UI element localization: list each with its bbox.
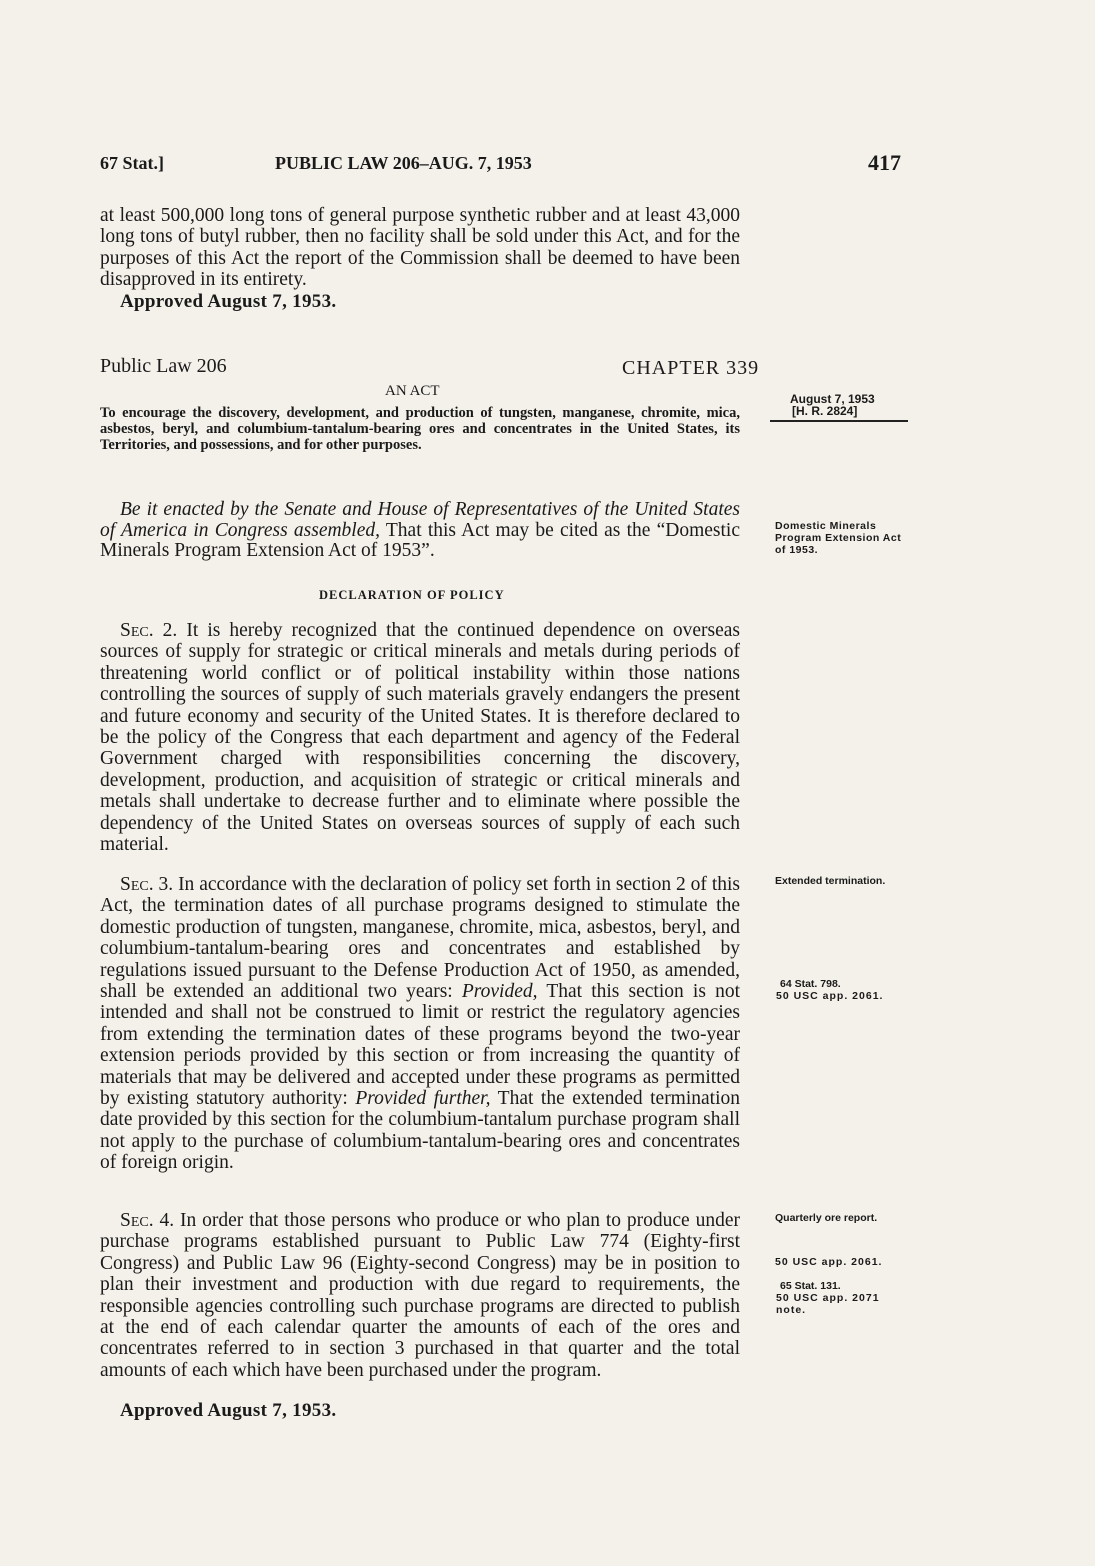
chapter-number: CHAPTER 339 <box>622 357 760 379</box>
margin-rule <box>770 420 908 422</box>
law-approved: Approved August 7, 1953. <box>120 1400 337 1421</box>
prior-approved: Approved August 7, 1953. <box>120 291 337 312</box>
an-act-heading: AN ACT <box>385 383 440 399</box>
sec2-text: It is hereby recognized that the continued dependence on overseas sources of supply for strategic or critical minerals and metals during periods of threatening world conflict or of political instability within those nations controlling the sources of supply of such materials gravely endangers the present and future economy and security of the United States. It is therefore declared to be the policy of the Congress that each department and agency of the Federal Government charged with responsibilities concerning the discovery, development, production, and acquisition of strategic or critical minerals and metals shall undertake to decrease further and to eliminate where possible the dependency of the United States on overseas sources of supply of each such material. <box>100 620 740 856</box>
section-2 <box>100 620 740 855</box>
section-4 <box>100 1210 740 1381</box>
margin-extended-termination: Extended termination. <box>775 875 886 887</box>
margin-short-title: Domestic Minerals Program Extension Act of 1953. <box>775 520 902 556</box>
page-number: 417 <box>868 150 901 175</box>
sec3-provided: Provided, <box>461 981 538 1003</box>
sec3-provided-further: Provided further, <box>355 1088 491 1110</box>
margin-citation-65-stat: 65 Stat. 131. <box>780 1280 841 1292</box>
section-heading: DECLARATION OF POLICY <box>319 588 505 602</box>
margin-citation-64-stat: 64 Stat. 798. <box>780 978 841 990</box>
enacting-clause-text: That this Act may be cited as the “Domestic Minerals Program Extension Act of 1953”. <box>100 519 741 561</box>
sec3-text-b: That this section is not intended and shall not be construed to limit or restrict the regulatory agencies from extending the termination dates of these programs beyond the two-year extension periods provided by this section or from increasing the quantity of materials that may be delivered and accepted under these programs as permitted by existing statutory authority: <box>100 981 740 1110</box>
prior-law-continuation <box>100 205 740 291</box>
margin-date: August 7, 1953 <box>790 392 875 406</box>
margin-citation-2061: 50 USC app. 2061. <box>775 1256 883 1268</box>
margin-citation-2071: 50 USC app. 2071 note. <box>776 1292 880 1316</box>
running-head-title: PUBLIC LAW 206–AUG. 7, 1953 <box>275 153 532 173</box>
sec3-label: Sec. 3. <box>120 874 174 895</box>
sec3-text-a: In accordance with the declaration of policy set forth in section 2 of this Act, the termination dates of all purchase programs designed to stimulate the domestic production of tungsten, manganese, chromite, mica, asbestos, beryl, and columbium-tantalum-bearing ores and concentrates and established by regulations issued pursuant to the Defense Production Act of 1950, as amended, shall be extended an additional two years: <box>100 874 740 1003</box>
sec2-label: Sec. 2. <box>120 620 178 641</box>
sec4-label: Sec. 4. <box>120 1210 175 1231</box>
public-law-number: Public Law 206 <box>100 355 227 377</box>
running-head-volume: 67 Stat.] <box>100 153 164 173</box>
prior-law-text: at least 500,000 long tons of general purpose synthetic rubber and at least 43,000 long tons of butyl rubber, then no facility shall be sold under this Act, and for the purposes of this Act the report of the Commission shall be deemed to have been disapproved in its entirety. <box>100 205 740 291</box>
sec3-text-c: That the extended termination date provided by this section for the columbium-tantalum purchase program shall not apply to the purchase of columbium-tantalum-bearing ores and concentrates of foreign origin. <box>100 1088 741 1174</box>
margin-bill-number: [H. R. 2824] <box>792 404 858 418</box>
enacting-clause <box>100 500 740 562</box>
section-3 <box>100 874 740 1174</box>
act-purpose-text: To encourage the discovery, development, and production of tungsten, manganese, chromite, mica, asbestos, beryl, and columbium-tantalum-bearing ores and concentrates in the United States, its Territories, and possessions, and for other purposes. <box>100 405 740 453</box>
enacting-clause-italic: Be it enacted by the Senate and House of Representatives of the United States of America in Congress assembled, <box>100 499 740 541</box>
margin-citation-50-usc: 50 USC app. 2061. <box>776 990 884 1002</box>
sec4-text: In order that those persons who produce or who plan to produce under purchase programs established pursuant to Public Law 774 (Eighty-first Congress) and Public Law 96 (Eighty-second Congress) may be in position to plan their investment and production with due regard to requirements, the responsible agencies controlling such purchase programs are directed to publish at the end of each calendar quarter the amounts of each of the ores and concentrates referred to in section 3 purchased in that quarter and the total amounts of each which have been purchased under the program. <box>100 1210 740 1381</box>
act-purpose <box>100 405 740 453</box>
margin-quarterly-report: Quarterly ore report. <box>775 1212 878 1224</box>
